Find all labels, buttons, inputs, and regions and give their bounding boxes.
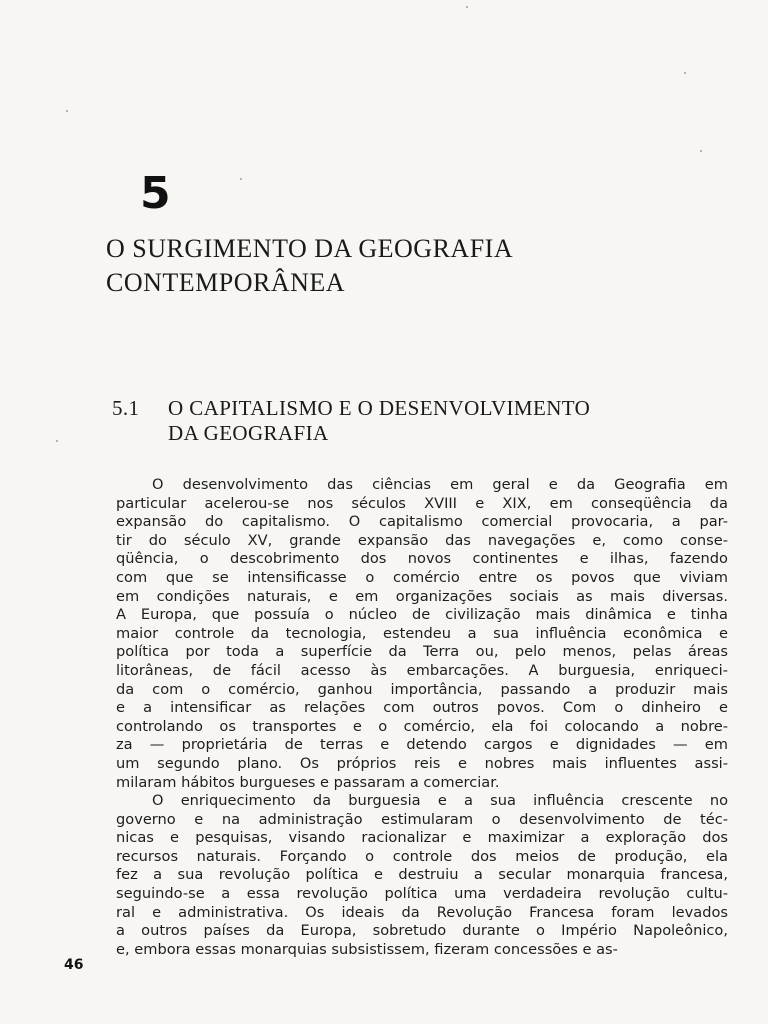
chapter-number: 5: [140, 168, 171, 219]
scan-speck: [56, 440, 58, 442]
text-line: fez a sua revolução política e destruiu a secular monarquia francesa,: [116, 866, 728, 884]
text-line: e, embora essas monarquias subsistissem, fizeram concessões e as-: [116, 940, 618, 958]
text-line: milaram hábitos burgueses e passaram a comerciar.: [116, 773, 500, 791]
text-line: e a intensificar as relações com outros povos. Com o dinheiro e: [116, 699, 728, 717]
scan-speck: [66, 110, 68, 112]
text-line: política por toda a superfície da Terra ou, pelo menos, pelas áreas: [116, 643, 728, 661]
section-heading: [112, 396, 692, 446]
text-line: expansão do capitalismo. O capitalismo comercial provocaria, a par-: [116, 513, 728, 531]
text-line: litorâneas, de fácil acesso às embarcações. A burguesia, enriqueci-: [116, 661, 728, 679]
scan-speck: [466, 6, 468, 8]
text-line: maior controle da tecnologia, estendeu a sua influência econômica e: [116, 624, 728, 642]
text-line: um segundo plano. Os próprios reis e nobres mais influentes assi-: [116, 754, 728, 772]
text-line: O desenvolvimento das ciências em geral e da Geografia em: [152, 476, 728, 493]
text-line: za — proprietária de terras e detendo cargos e dignidades — em: [116, 736, 728, 754]
text-line: da com o comércio, ganhou importância, passando a produzir mais: [116, 680, 728, 698]
section-number: 5.1: [112, 396, 140, 420]
text-line: nicas e pesquisas, visando racionalizar e maximizar a exploração dos: [116, 829, 728, 847]
text-line: a outros países da Europa, sobretudo durante o Império Napoleônico,: [116, 922, 728, 940]
section-title-line: DA GEOGRAFIA: [168, 421, 329, 445]
text-line: A Europa, que possuía o núcleo de civilização mais dinâmica e tinha: [116, 606, 728, 624]
body-text: [116, 476, 728, 959]
page-number: 46: [64, 957, 84, 973]
text-line: particular acelerou-se nos séculos XVIII e XIX, em conseqüência da: [116, 494, 728, 512]
scan-speck: [700, 150, 702, 152]
text-line: seguindo-se a essa revolução política uma verdadeira revolução cultu-: [116, 885, 728, 903]
text-line: em condições naturais, e em organizações sociais as mais diversas.: [116, 587, 728, 605]
paragraph: [116, 476, 728, 792]
text-line: controlando os transportes e o comércio, ela foi colocando a nobre-: [116, 717, 728, 735]
text-line: ral e administrativa. Os ideais da Revolução Francesa foram levados: [116, 903, 728, 921]
text-line: recursos naturais. Forçando o controle dos meios de produção, ela: [116, 847, 728, 865]
text-line: governo e na administração estimularam o desenvolvimento de téc-: [116, 810, 728, 828]
paragraph: [116, 792, 728, 959]
chapter-title-line: O SURGIMENTO DA GEOGRAFIA: [106, 234, 514, 263]
scan-speck: [684, 72, 686, 74]
text-line: com que se intensificasse o comércio entre os povos que viviam: [116, 568, 728, 586]
text-line: qüência, o descobrimento dos novos continentes e ilhas, fazendo: [116, 550, 728, 568]
section-title-line: O CAPITALISMO E O DESENVOLVIMENTO: [168, 396, 591, 420]
chapter-title-line: CONTEMPORÂNEA: [106, 268, 346, 297]
text-line: tir do século XV, grande expansão das navegações e, como conse-: [116, 531, 728, 549]
chapter-title: [106, 232, 666, 300]
text-line: O enriquecimento da burguesia e a sua influência crescente no: [152, 792, 728, 810]
scan-speck: [240, 178, 242, 180]
